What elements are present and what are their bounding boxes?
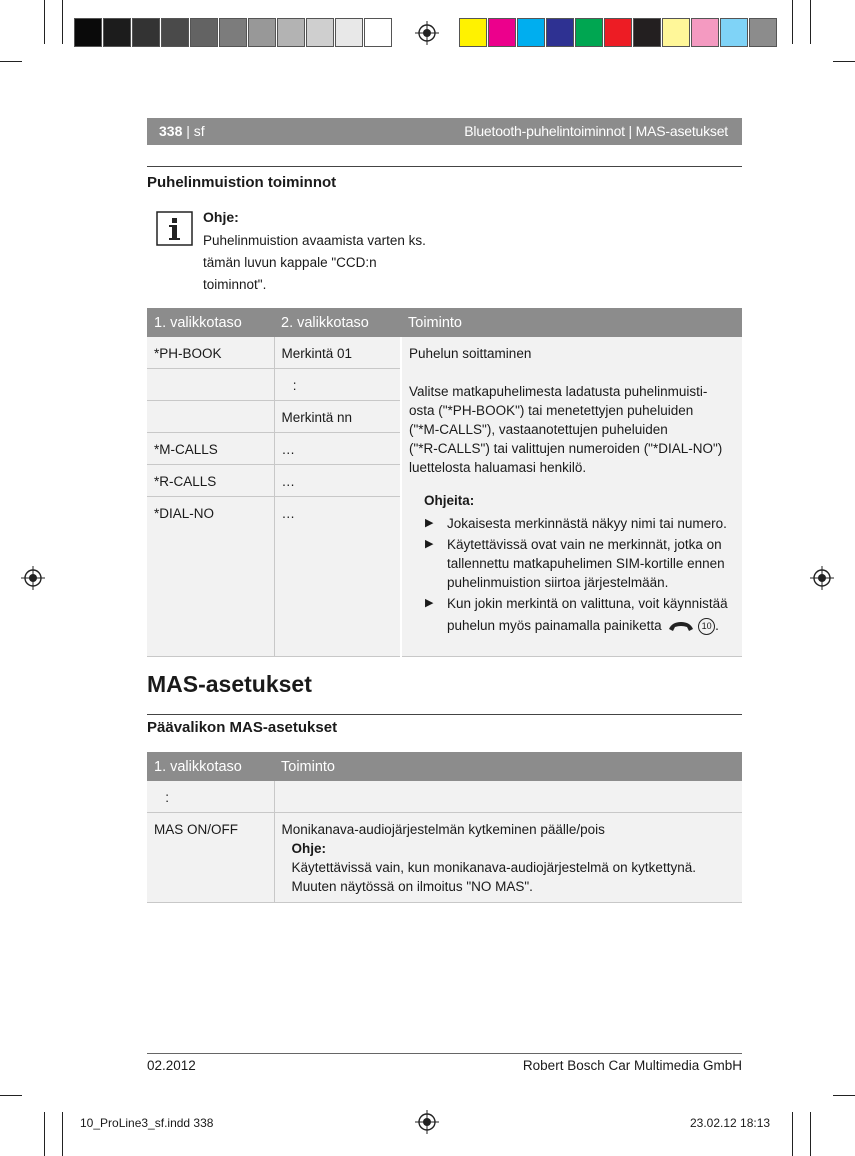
note-line: Muuten näytössä on ilmoitus "NO MAS".: [291, 879, 533, 894]
slug-filename: 10_ProLine3_sf.indd 338: [80, 1116, 214, 1130]
table-cell: :: [147, 781, 274, 813]
color-swatch: [604, 18, 632, 47]
mas-settings-table: [147, 752, 742, 903]
table-cell: Merkintä 01: [274, 337, 401, 369]
table-cell: [147, 369, 274, 401]
color-swatch: [749, 18, 777, 47]
footer-date: 02.2012: [147, 1058, 196, 1073]
registration-mark-icon: [415, 21, 439, 45]
hint-text: puhelun myös painamalla painiketta: [447, 618, 662, 633]
table-row: [147, 337, 742, 369]
arrow-bullet-icon: ▶: [425, 597, 434, 609]
phone-handset-icon: [668, 620, 694, 632]
color-swatch: [277, 18, 305, 47]
table-cell: MAS ON/OFF: [147, 813, 274, 903]
divider: [147, 166, 742, 167]
color-swatch: [517, 18, 545, 47]
function-line: Monikanava-audiojärjestelmän kytkeminen päälle/pois: [281, 822, 605, 837]
color-swatch: [546, 18, 574, 47]
arrow-bullet-icon: ▶: [425, 538, 434, 550]
table-header-row: [147, 752, 742, 781]
page-header: [147, 118, 742, 145]
table-cell: [147, 401, 274, 433]
section-heading: Puhelinmuistion toiminnot: [147, 174, 337, 191]
hint-line: Kun jokin merkintä on valittuna, voit käynnistää: [447, 596, 728, 611]
hint-item: [409, 594, 735, 635]
note-body: [203, 230, 443, 296]
hints-title: Ohjeita:: [424, 493, 475, 508]
hint-item: [409, 535, 735, 592]
hint-item: [409, 514, 735, 533]
table-cell: *DIAL-NO: [147, 497, 274, 657]
table-cell: Merkintä nn: [274, 401, 401, 433]
note-title: Ohje:: [291, 841, 327, 856]
color-swatch: [633, 18, 661, 47]
color-swatch: [720, 18, 748, 47]
divider: [147, 714, 742, 715]
table-cell: [274, 781, 742, 813]
color-swatch: [161, 18, 189, 47]
note-line: tämän luvun kappale "CCD:n: [203, 255, 377, 270]
hint-line: Käytettävissä ovat vain ne merkinnät, jotka on: [447, 537, 722, 552]
function-line: Valitse matkapuhelimesta ladatusta puhelinmuisti-: [409, 384, 708, 399]
hint-line: puhelinmuistion siirtoa järjestelmään.: [447, 575, 669, 590]
table-cell: …: [274, 465, 401, 497]
function-cell: [274, 813, 742, 903]
slug-timestamp: 23.02.12 18:13: [690, 1116, 771, 1130]
color-swatch: [488, 18, 516, 47]
function-line: ("*R-CALLS") tai valittujen numeroiden ("*DIAL-NO"): [409, 441, 723, 456]
page-number: 338 | sf: [159, 123, 205, 139]
color-swatch: [459, 18, 487, 47]
table-header-row: [147, 308, 742, 337]
divider: [147, 1053, 742, 1054]
color-swatch: [306, 18, 334, 47]
function-line: osta ("*PH-BOOK") tai menetettyjen puheluiden: [409, 403, 694, 418]
hint-line: puhelun myös painamalla painiketta 10 .: [447, 618, 719, 633]
hint-line: tallennettu matkapuhelimen SIM-kortille ennen: [447, 556, 725, 571]
table-row: [147, 813, 742, 903]
section-heading: Päävalikon MAS-asetukset: [147, 719, 338, 736]
table-cell: …: [274, 497, 401, 657]
color-swatch: [190, 18, 218, 47]
column-header: 1. valikkotaso: [147, 308, 274, 337]
function-title: Puhelun soittaminen: [409, 346, 532, 361]
footer-company: Robert Bosch Car Multimedia GmbH: [522, 1058, 742, 1073]
color-swatch: [132, 18, 160, 47]
button-number-badge: 10: [698, 618, 715, 635]
table-cell: :: [274, 369, 401, 401]
column-header: 2. valikkotaso: [274, 308, 401, 337]
arrow-bullet-icon: ▶: [425, 517, 434, 529]
function-cell: [401, 337, 742, 657]
chapter-heading: MAS-asetukset: [147, 671, 312, 697]
note-line: toiminnot".: [203, 277, 267, 292]
registration-mark-icon: [21, 566, 45, 590]
phonebook-table: [147, 308, 742, 657]
table-cell: …: [274, 433, 401, 465]
color-swatch: [691, 18, 719, 47]
column-header: 1. valikkotaso: [147, 752, 274, 781]
color-swatch: [248, 18, 276, 47]
color-swatch: [662, 18, 690, 47]
note-title: Ohje:: [203, 209, 239, 225]
table-row: [147, 781, 742, 813]
note-line: Käytettävissä vain, kun monikanava-audiojärjestelmä on kytkettynä.: [291, 860, 696, 875]
function-line: ("*M-CALLS"), vastaanotettujen puheluiden: [409, 422, 668, 437]
function-line: luettelosta haluamasi henkilö.: [409, 460, 587, 475]
color-swatch: [219, 18, 247, 47]
note-line: Puhelinmuistion avaamista varten ks.: [203, 233, 426, 248]
color-swatch: [103, 18, 131, 47]
column-header: Toiminto: [274, 752, 742, 781]
registration-mark-icon: [810, 566, 834, 590]
hint-line: Jokaisesta merkinnästä näkyy nimi tai numero.: [447, 516, 727, 531]
color-swatch: [575, 18, 603, 47]
color-swatch: [364, 18, 392, 47]
table-cell: *M-CALLS: [147, 433, 274, 465]
section-title: Bluetooth-puhelintoiminnot | MAS-asetukset: [464, 123, 728, 139]
column-header: Toiminto: [401, 308, 742, 337]
info-icon: [156, 211, 193, 246]
registration-mark-icon: [415, 1110, 439, 1134]
color-swatch: [74, 18, 102, 47]
color-swatch: [335, 18, 363, 47]
table-cell: *PH-BOOK: [147, 337, 274, 369]
table-cell: *R-CALLS: [147, 465, 274, 497]
